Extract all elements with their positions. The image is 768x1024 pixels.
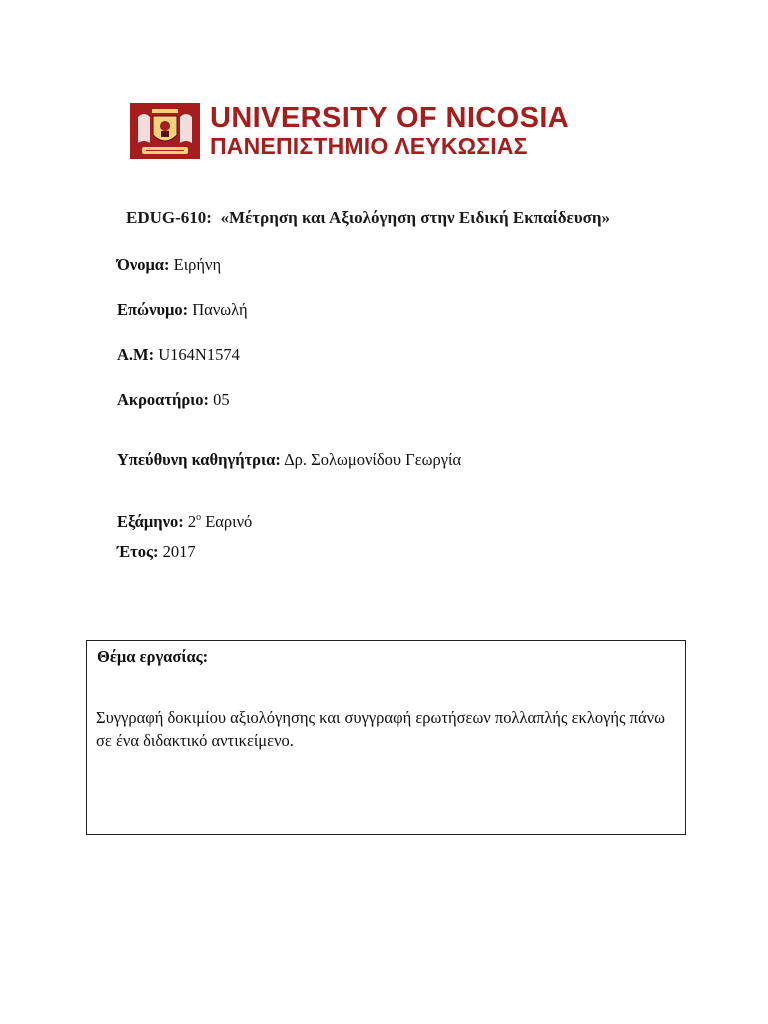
- student-id-value: U164N1574: [158, 345, 240, 364]
- last-name-value: Πανωλή: [192, 300, 248, 319]
- professor-name: Δρ. Σολωμονίδου Γεωργία: [284, 450, 462, 469]
- professor-label: Υπεύθυνη καθηγήτρια:: [117, 450, 281, 469]
- last-name-label: Επώνυμο:: [117, 300, 189, 319]
- professor-field: [117, 450, 461, 470]
- last-name-field: [117, 300, 248, 320]
- topic-label: Θέμα εργασίας:: [97, 647, 209, 666]
- topic-box: [86, 640, 686, 835]
- topic-text: Συγγραφή δοκιμίου αξιολόγησης και συγγραφή ερωτήσεων πολλαπλής εκλογής πάνω σε ένα διδακτικό αντικείμενο.: [96, 708, 665, 750]
- course-code: EDUG-610:: [126, 208, 212, 227]
- logo-title-english: UNIVERSITY OF NICOSIA: [210, 102, 570, 134]
- auditorium-field: [117, 390, 230, 410]
- semester-name: Εαρινό: [205, 512, 253, 531]
- university-logo: [130, 103, 590, 161]
- semester-label: Εξάμηνο:: [117, 512, 184, 531]
- logo-title-greek: ΠΑΝΕΠΙΣΤΗΜΙΟ ΛΕΥΚΩΣΙΑΣ: [210, 133, 528, 159]
- first-name-label: Όνομα:: [117, 255, 170, 274]
- year-field: [117, 542, 196, 562]
- year-label: Έτος:: [117, 542, 159, 561]
- first-name-value: Ειρήνη: [173, 255, 222, 274]
- first-name-field: [117, 255, 221, 275]
- semester-number: 2: [187, 512, 197, 531]
- semester-ordinal: ο: [196, 512, 202, 523]
- student-id-label: Α.Μ:: [117, 345, 155, 364]
- auditorium-value: 05: [213, 390, 230, 409]
- semester-field: [117, 512, 252, 532]
- university-crest-icon: [130, 103, 200, 159]
- course-title: «Μέτρηση και Αξιολόγηση στην Ειδική Εκπαίδευση»: [220, 208, 611, 227]
- course-heading: [126, 208, 610, 228]
- student-id-field: [117, 345, 240, 365]
- year-value: 2017: [162, 542, 196, 561]
- auditorium-label: Ακροατήριο:: [117, 390, 210, 409]
